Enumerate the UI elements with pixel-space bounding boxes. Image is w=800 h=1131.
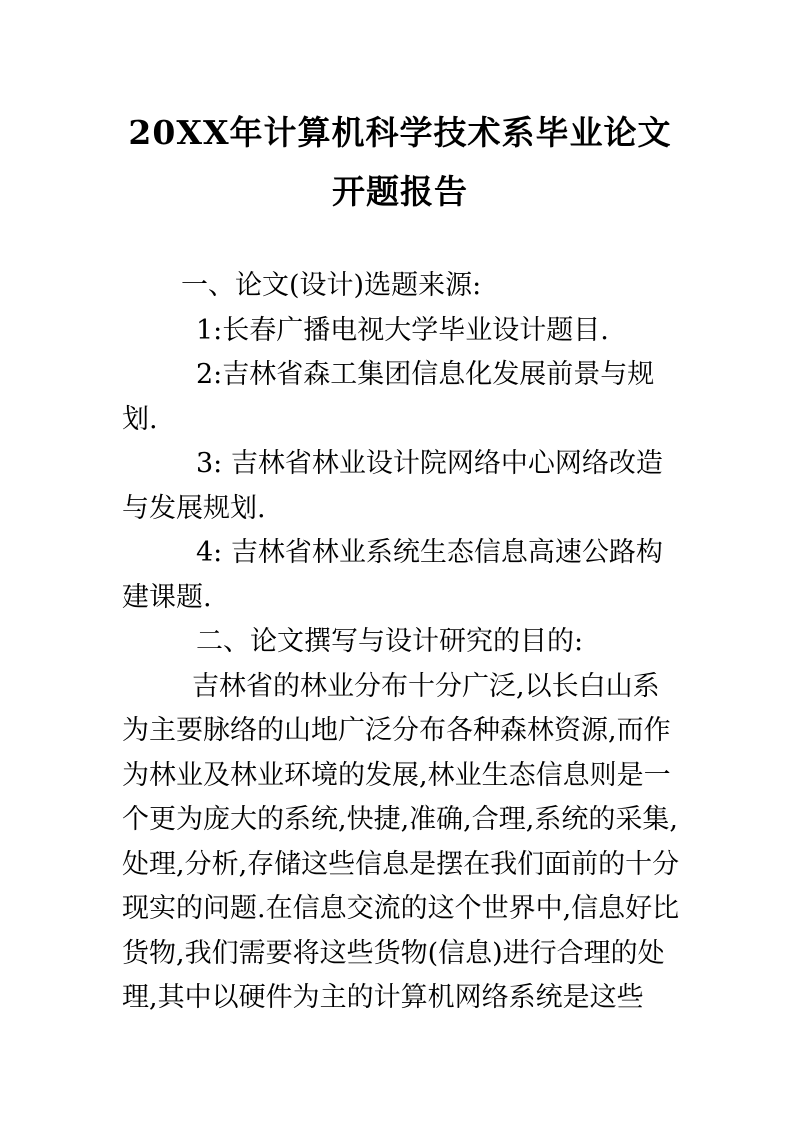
document-body [122,264,682,1021]
topic-source-item: 2:吉林省森工集团信息化发展前景与规划. [122,359,655,435]
section-heading-topic-source: 一、论文(设计)选题来源: [181,270,482,301]
topic-source-item: 4: 吉林省林业系统生态信息高速公路构建课题. [122,537,663,613]
document-subtitle: 开题报告 [332,172,468,211]
section-heading-research-purpose: 二、论文撰写与设计研究的目的: [196,626,584,657]
topic-source-item: 1:长春广播电视大学毕业设计题目. [196,314,609,346]
research-purpose-paragraph: 吉林省的林业分布十分广泛,以长白山系为主要脉络的山地广泛分布各种森林资源,而作为林业及林业环境的发展,林业生态信息则是一个更为庞大的系统,快捷,准确,合理,系统的采集,处理,分析,存储这些信息是摆在我们面前的十分现实的问题.在信息交流的这个世界中,信息好比货物,我们需要将这些货物(信息)进行合理的处理,其中以硬件为主的计算机网络系统是这些 [122,670,680,1013]
topic-source-item: 3: 吉林省林业设计院网络中心网络改造与发展规划. [122,448,663,524]
document-title: 20XX年计算机科学技术系毕业论文 [128,113,672,152]
